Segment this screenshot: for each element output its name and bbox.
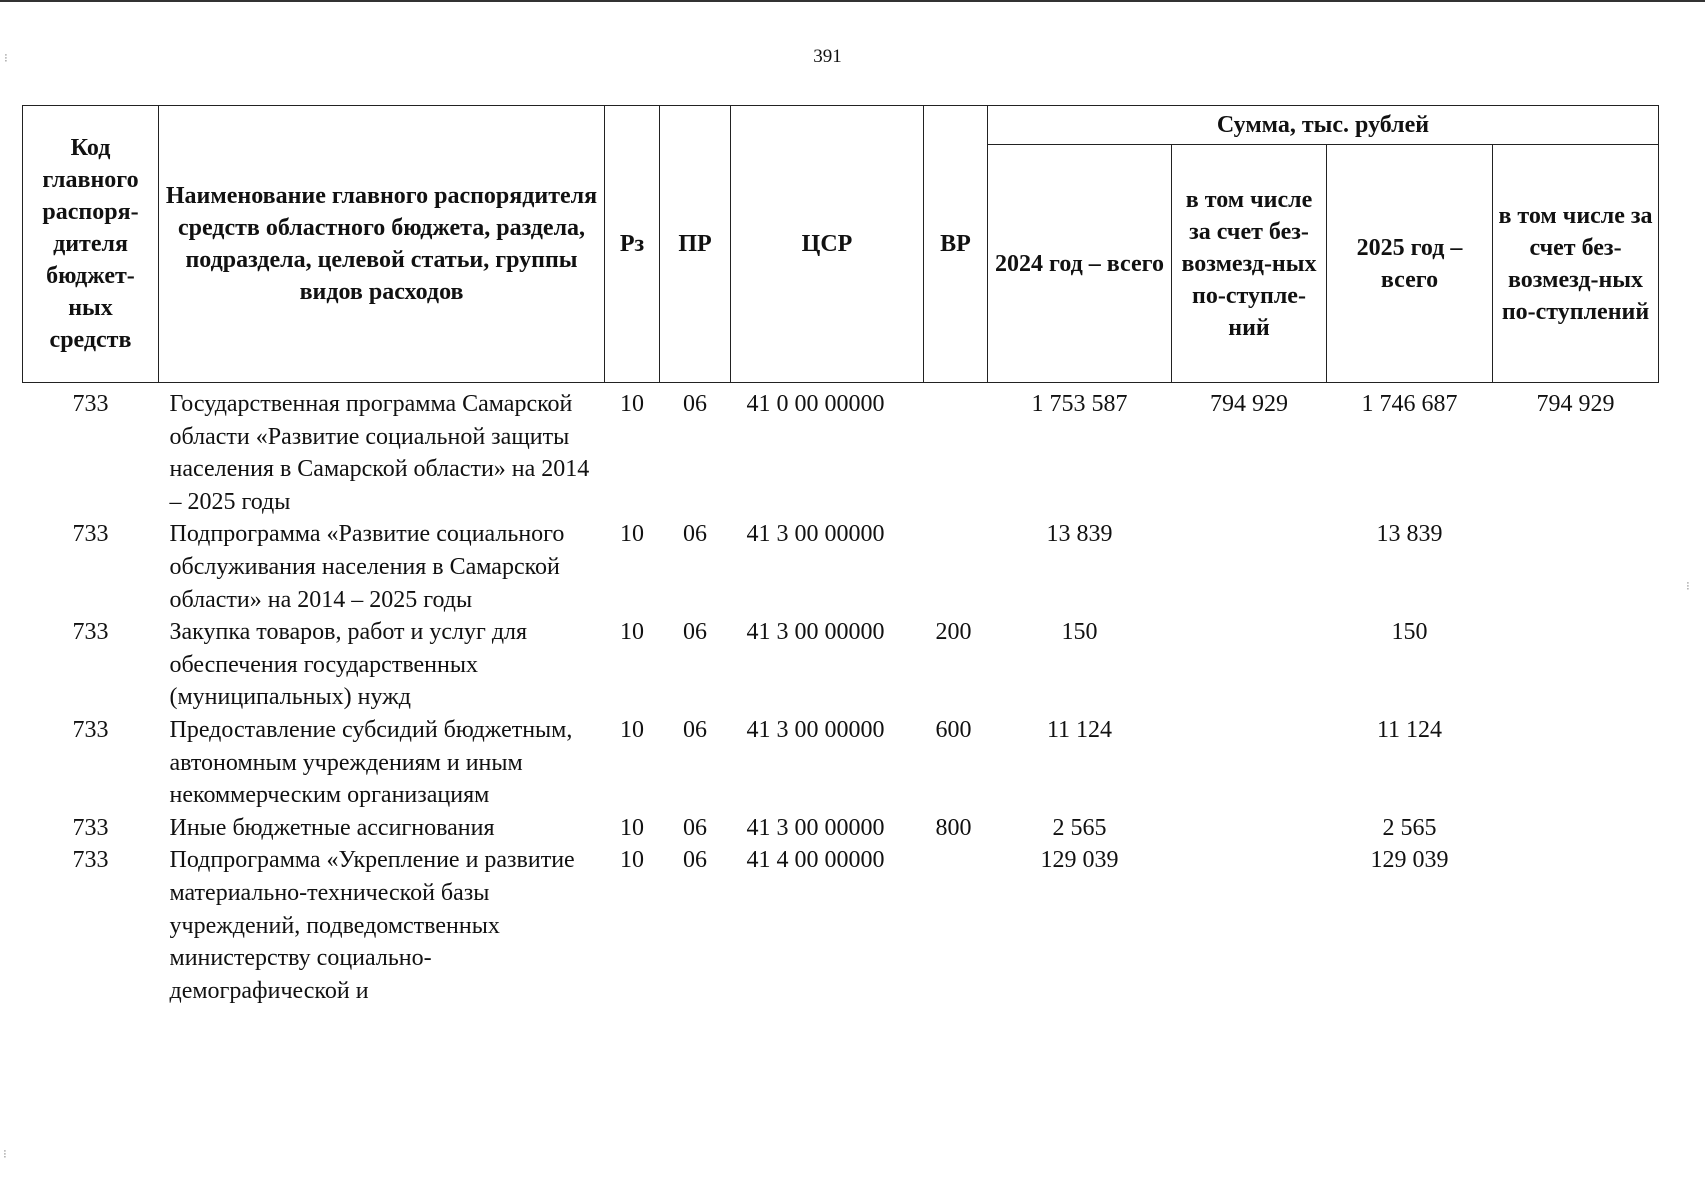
cell-total-2024: 129 039 <box>1040 847 1119 874</box>
cell-gratuitous-2025 <box>1493 812 1659 845</box>
header-gratuitous-2024: в том числе за счет без-возмезд-ных по-ступле-ний <box>1172 145 1327 383</box>
header-csr: ЦСР <box>731 106 924 383</box>
cell-rz: 10 <box>620 847 644 874</box>
cell-vr: 600 <box>935 716 972 743</box>
cell-vr <box>924 518 988 616</box>
cell-csr: 41 4 00 00000 <box>746 847 885 874</box>
header-total-2025: 2025 год – всего <box>1327 145 1493 383</box>
cell-code: 733 <box>72 847 109 874</box>
cell-csr: 41 3 00 00000 <box>746 814 885 841</box>
cell-gratuitous-2025 <box>1493 844 1659 1007</box>
cell-code: 733 <box>72 391 109 417</box>
header-vr: ВР <box>924 106 988 383</box>
table-row <box>23 518 1659 616</box>
cell-rz: 10 <box>620 521 644 548</box>
header-rz: Рз <box>605 106 660 383</box>
cell-pr: 06 <box>683 391 707 417</box>
cell-rz: 10 <box>620 391 644 417</box>
cell-name: Подпрограмма «Укрепление и развитие материально-технической базы учреждений, подведомственных министерству социально-демографической и <box>169 847 575 1004</box>
cell-rz: 10 <box>620 619 644 646</box>
cell-pr: 06 <box>683 814 707 841</box>
table-row <box>23 714 1659 812</box>
cell-gratuitous-2025 <box>1493 714 1659 812</box>
cell-gratuitous-2024 <box>1172 518 1327 616</box>
table-row <box>23 812 1659 845</box>
header-sum: Сумма, тыс. рублей <box>988 106 1659 145</box>
cell-name: Иные бюджетные ассигнования <box>169 814 495 841</box>
header-name: Наименование главного распорядителя средств областного бюджета, раздела, подраздела, целевой статьи, группы видов расходов <box>159 106 605 383</box>
header-pr: ПР <box>660 106 731 383</box>
cell-gratuitous-2025: 794 929 <box>1536 391 1615 417</box>
header-code: Код главного распоря-дителя бюджет-ных средств <box>23 106 159 383</box>
cell-vr <box>924 383 988 519</box>
cell-total-2025: 13 839 <box>1376 521 1443 548</box>
cell-csr: 41 3 00 00000 <box>746 521 885 548</box>
cell-total-2025: 129 039 <box>1370 847 1449 874</box>
cell-csr: 41 0 00 00000 <box>746 391 885 417</box>
scan-speck: ⁝ <box>4 51 8 65</box>
cell-total-2025: 150 <box>1391 619 1428 646</box>
cell-total-2025: 11 124 <box>1376 716 1443 743</box>
cell-pr: 06 <box>683 716 707 743</box>
header-gratuitous-2025: в том числе за счет без-возмезд-ных по-ступлений <box>1493 145 1659 383</box>
cell-vr: 800 <box>935 814 972 841</box>
cell-name: Закупка товаров, работ и услуг для обеспечения государственных (муниципальных) нужд <box>169 619 528 711</box>
cell-gratuitous-2024 <box>1172 844 1327 1007</box>
cell-gratuitous-2024 <box>1172 812 1327 845</box>
page-number: 391 <box>813 46 842 67</box>
cell-rz: 10 <box>620 716 644 743</box>
cell-pr: 06 <box>683 619 707 646</box>
top-edge-rule <box>0 0 1705 2</box>
cell-code: 733 <box>72 814 109 841</box>
cell-name: Предоставление субсидий бюджетным, автономным учреждениям и иным некоммерческим организациям <box>169 716 573 809</box>
cell-total-2024: 2 565 <box>1052 814 1107 841</box>
budget-allocation-table <box>22 105 1659 1007</box>
cell-total-2025: 2 565 <box>1382 814 1437 841</box>
cell-code: 733 <box>72 619 109 646</box>
cell-vr <box>924 844 988 1007</box>
cell-name: Подпрограмма «Развитие социального обслуживания населения в Самарской области» на 2014 – 2025 годы <box>169 521 565 613</box>
cell-gratuitous-2024: 794 929 <box>1210 391 1288 417</box>
cell-total-2024: 11 124 <box>1046 716 1113 743</box>
cell-total-2024: 150 <box>1061 619 1098 646</box>
cell-total-2025: 1 746 687 <box>1361 391 1458 417</box>
cell-csr: 41 3 00 00000 <box>746 716 885 743</box>
cell-gratuitous-2024 <box>1172 714 1327 812</box>
cell-gratuitous-2025 <box>1493 616 1659 714</box>
table-row <box>23 844 1659 1007</box>
cell-csr: 41 3 00 00000 <box>746 619 885 646</box>
scan-speck: ⁝ <box>3 1147 7 1161</box>
cell-gratuitous-2025 <box>1493 518 1659 616</box>
scan-speck: ⁝ <box>1686 579 1690 593</box>
cell-name: Государственная программа Самарской области «Развитие социальной защиты населения в Самарской области» на 2014 – 2025 годы <box>169 391 590 515</box>
cell-pr: 06 <box>683 847 707 874</box>
cell-total-2024: 1 753 587 <box>1031 391 1128 417</box>
cell-code: 733 <box>72 716 109 743</box>
cell-gratuitous-2024 <box>1172 616 1327 714</box>
table-row <box>23 616 1659 714</box>
table-header <box>23 106 1659 383</box>
cell-vr: 200 <box>935 619 972 646</box>
table-body <box>23 383 1659 1008</box>
cell-pr: 06 <box>683 521 707 548</box>
header-total-2024: 2024 год – всего <box>988 145 1172 383</box>
cell-code: 733 <box>72 521 109 548</box>
cell-rz: 10 <box>620 814 644 841</box>
table-row <box>23 383 1659 519</box>
cell-total-2024: 13 839 <box>1046 521 1113 548</box>
